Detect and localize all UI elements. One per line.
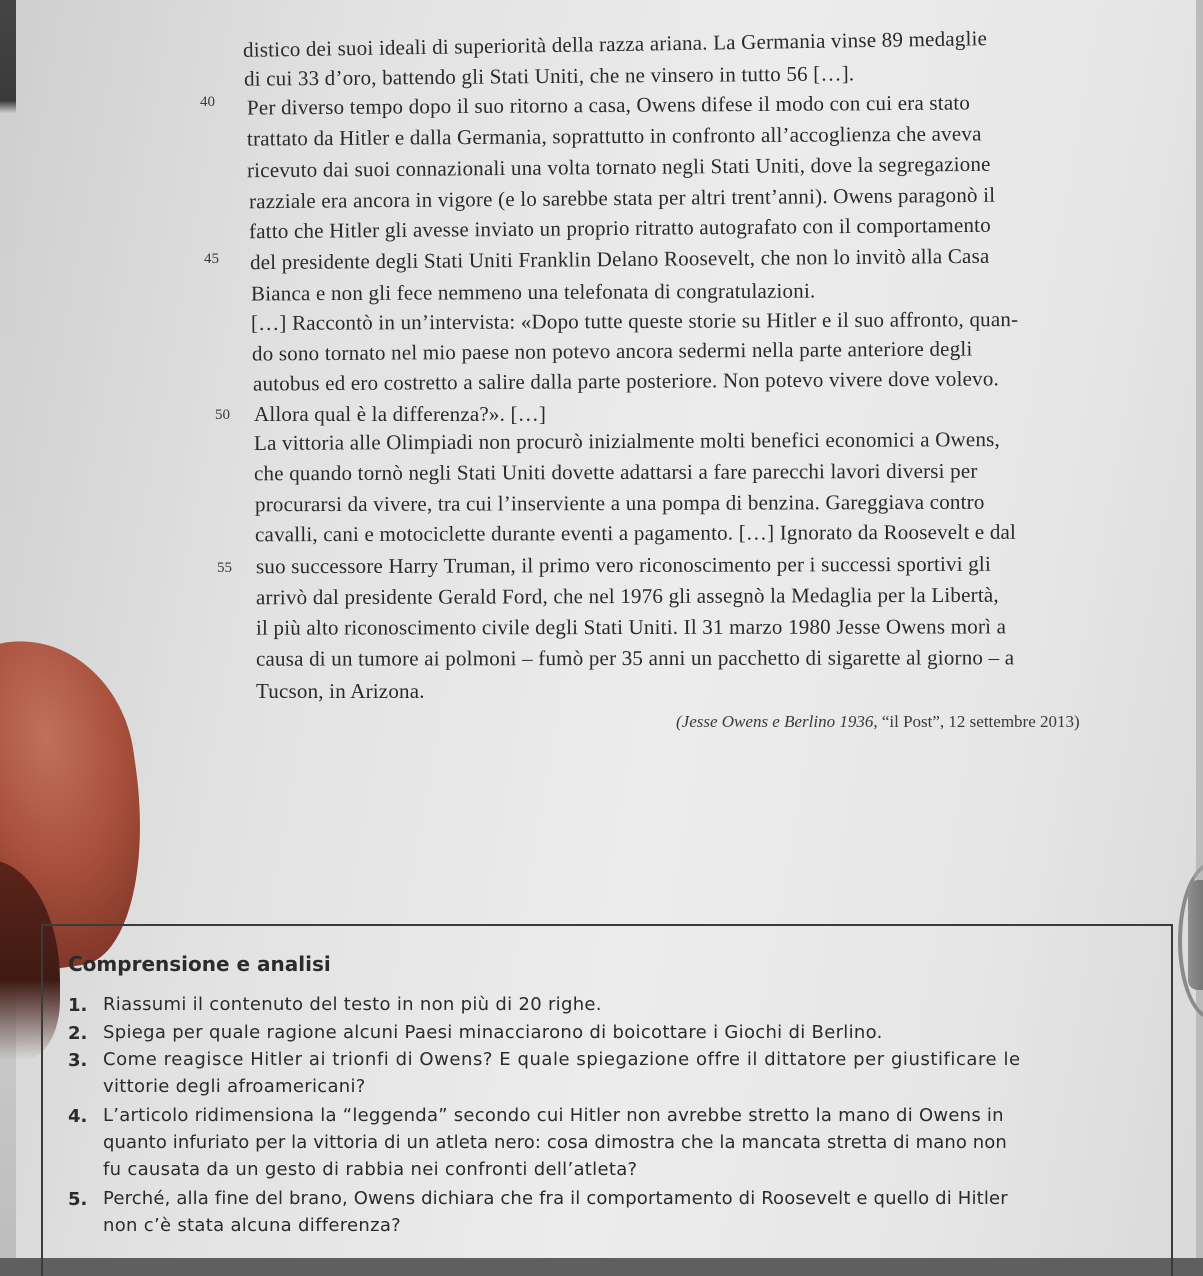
article-line: do sono tornato nel mio paese non potevo ancora sedermi nella parte anteriore degli xyxy=(251,336,973,366)
citation-source: “il Post”, 12 settembre 2013) xyxy=(877,712,1080,731)
article-line: Bianca e non gli fece nemmeno una telefonata di congratulazioni. xyxy=(250,278,816,306)
question-number: 1. xyxy=(68,995,88,1016)
question-line: L’articolo ridimensiona la “leggenda” secondo cui Hitler non avrebbe stretto la mano di Owens in xyxy=(103,1105,1004,1126)
question-number: 3. xyxy=(68,1050,88,1071)
article-line: che quando tornò negli Stati Uniti dovette adattarsi a fare parecchi lavori diversi per xyxy=(253,458,978,486)
article-line: Per diverso tempo dopo il suo ritorno a casa, Owens difese il modo con cui era stato xyxy=(246,90,971,120)
citation-title: (Jesse Owens e Berlino 1936, xyxy=(676,712,878,731)
article-line: causa di un tumore ai polmoni – fumò per 35 anni un pacchetto di sigarette al giorno – a xyxy=(255,645,1015,671)
line-number: 55 xyxy=(217,560,232,576)
article-line: Tucson, in Arizona. xyxy=(256,679,425,703)
article-line: il più alto riconoscimento civile degli Stati Uniti. Il 31 marzo 1980 Jesse Owens morì a xyxy=(255,614,1007,640)
question-line: non c’è stata alcuna differenza? xyxy=(103,1215,402,1236)
article-line: cavalli, cani e motociclette durante eventi a pagamento. […] Ignorato da Roosevelt e dal xyxy=(254,519,1017,547)
article-line: razziale era ancora in vigore (e lo sarebbe stata per altri trent’anni). Owens paragonò il xyxy=(248,182,996,214)
article-line: […] Raccontò in un’intervista: «Dopo tutte queste storie su Hitler e il suo affronto, quan- xyxy=(250,306,1019,336)
article-line: di cui 33 d’oro, battendo gli Stati Uniti, che ne vinsero in tutto 56 […]. xyxy=(243,61,855,91)
article-line: ricevuto dai suoi connazionali una volta tornato negli Stati Uniti, dove la segregazione xyxy=(246,151,991,183)
question-number: 2. xyxy=(68,1023,88,1044)
question-line: Come reagisce Hitler ai trionfi di Owens? E quale spiegazione offre il dittatore per giustificare le xyxy=(103,1049,1021,1070)
article-line: autobus ed ero costretto a salire dalla parte posteriore. Non potevo vivere dove volevo. xyxy=(252,366,1000,396)
article-line: Allora qual è la differenza?». […] xyxy=(254,402,547,426)
question-number: 4. xyxy=(68,1106,88,1127)
question-line: Perché, alla fine del brano, Owens dichiara che fra il comportamento di Roosevelt e quello di Hitler xyxy=(103,1188,1008,1209)
article-line: La vittoria alle Olimpiadi non procurò inizialmente molti benefici economici a Owens, xyxy=(253,427,1001,455)
line-number: 50 xyxy=(215,407,230,423)
page-edge xyxy=(1196,0,1203,1258)
exercise-title: Comprensione e analisi xyxy=(68,952,331,976)
article-line: trattato da Hitler e dalla Germania, soprattutto in confronto all’accoglienza che aveva xyxy=(246,121,982,151)
article-line: distico dei suoi ideali di superiorità della razza ariana. La Germania vinse 89 medaglie xyxy=(242,26,988,62)
article-line: fatto che Hitler gli avesse inviato un proprio ritratto autografato con il comportamento xyxy=(248,212,991,244)
question-line: vittorie degli afroamericani? xyxy=(103,1076,366,1097)
question-number: 5. xyxy=(68,1189,88,1210)
article-line: suo successore Harry Truman, il primo vero riconoscimento per i successi sportivi gli xyxy=(255,551,992,579)
question-line: Riassumi il contenuto del testo in non più di 20 righe. xyxy=(103,994,602,1015)
article-line: arrivò dal presidente Gerald Ford, che nel 1976 gli assegnò la Medaglia per la Libertà, xyxy=(255,582,999,610)
article-line: procurarsi da vivere, tra cui l’inserviente a una pompa di benzina. Gareggiava contro xyxy=(254,489,985,517)
line-number: 40 xyxy=(200,94,215,110)
line-number: 45 xyxy=(204,251,219,267)
article-line: del presidente degli Stati Uniti Franklin Delano Roosevelt, che non lo invitò alla Casa xyxy=(249,243,990,275)
binder-spine xyxy=(1188,880,1203,990)
question-line: Spiega per quale ragione alcuni Paesi minacciarono di boicottare i Giochi di Berlino. xyxy=(103,1022,883,1043)
question-line: quanto infuriato per la vittoria di un atleta nero: cosa dimostra che la mancata stretta di mano non xyxy=(103,1132,1007,1153)
source-citation xyxy=(676,712,1080,732)
question-line: fu causata da un gesto di rabbia nei confronti dell’atleta? xyxy=(103,1159,638,1180)
